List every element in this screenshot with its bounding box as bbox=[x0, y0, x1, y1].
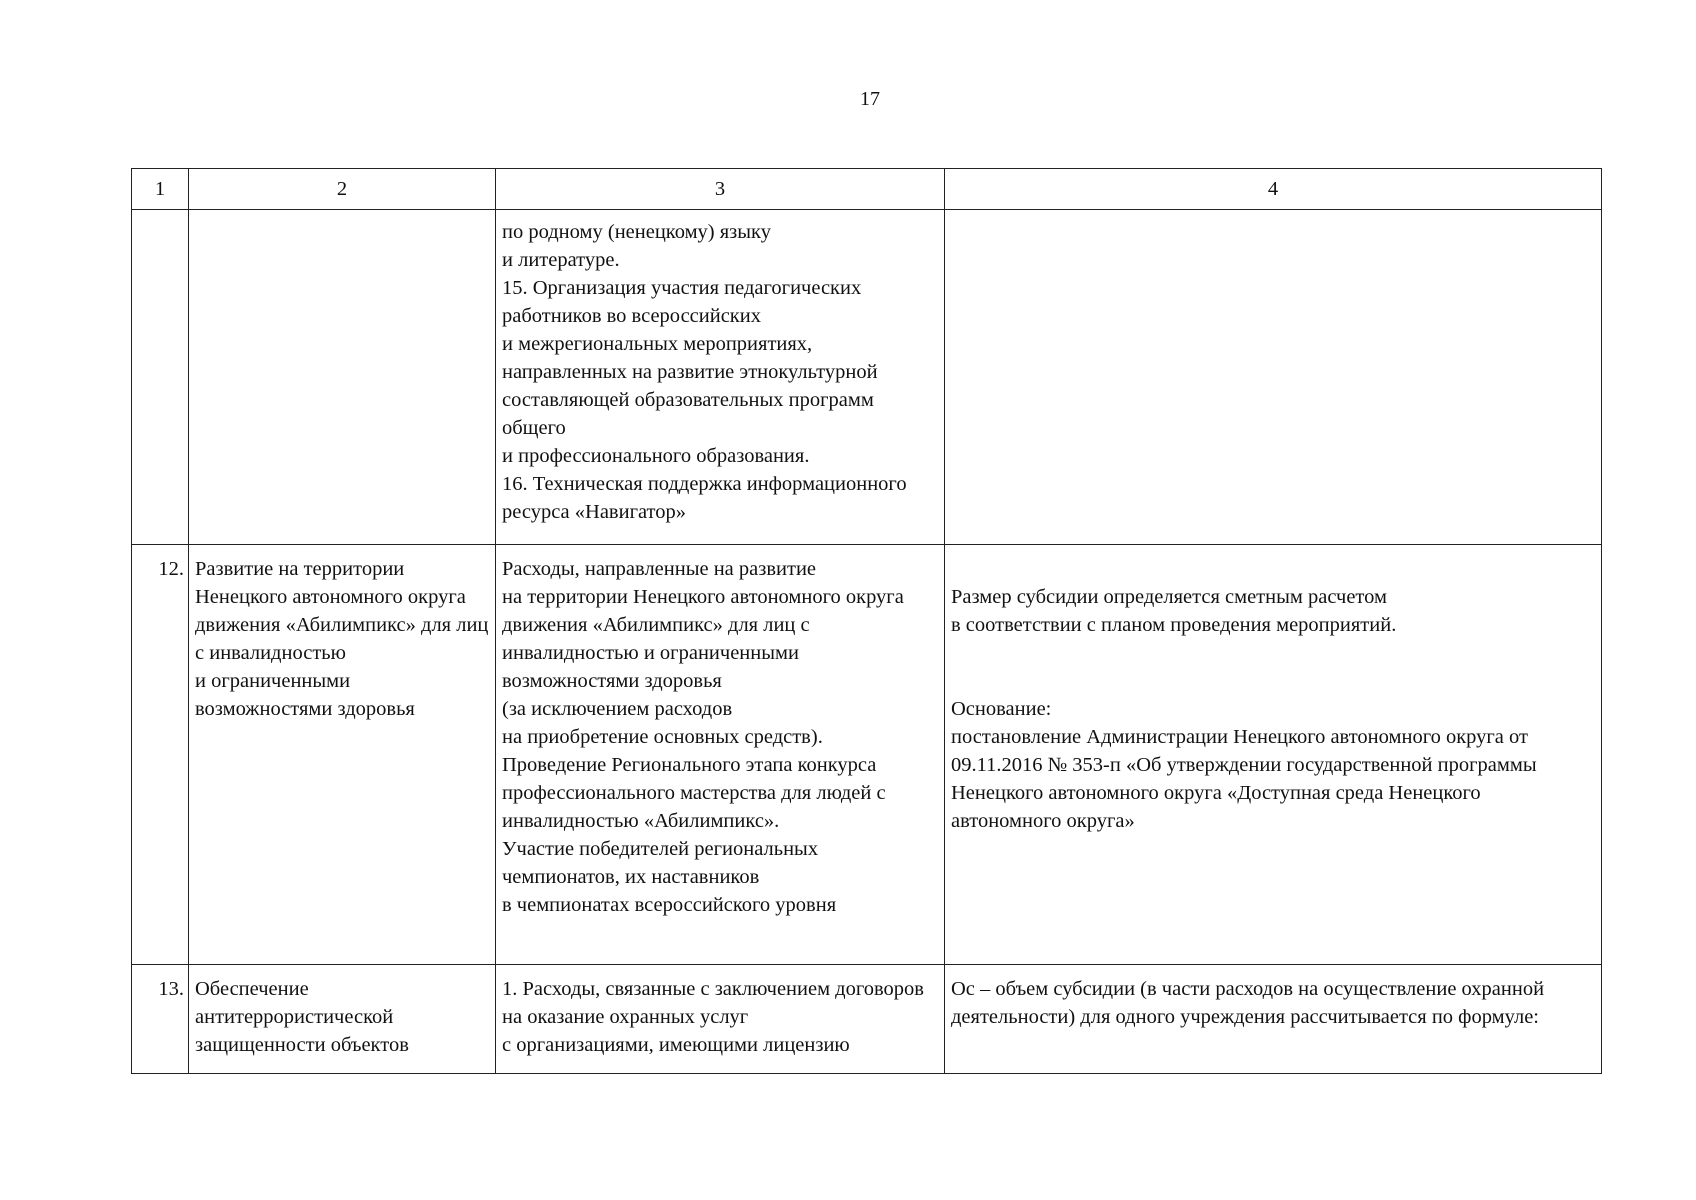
calculation-basis: Основание: постановление Администрации Ненецкого автономного округа от 09.11.2016 № 353-п «Об утверждении государственной программы Ненецкого автономного округа «Доступная среда Ненецкого автономного округа» bbox=[951, 698, 1537, 832]
row-number: 13. bbox=[132, 965, 189, 1074]
row-calculation: Ос – объем субсидии (в части расходов на осуществление охранной деятельности) для одного учреждения рассчитывается по формуле: bbox=[945, 965, 1602, 1074]
table-row-continued bbox=[132, 210, 1602, 545]
column-header-4: 4 bbox=[945, 169, 1602, 210]
row-expenses: Расходы, направленные на развитие на территории Ненецкого автономного округа движения «Абилимпикс» для лиц с инвалидностью и ограниченными возможностями здоровья (за исключением расходов на приобретение основных средств). Проведение Регионального этапа конкурса профессионального мастерства для людей с инвалидностью «Абилимпикс». Участие победителей региональных чемпионатов, их наставников в чемпионатах всероссийского уровня bbox=[496, 545, 945, 965]
row-expenses: 1. Расходы, связанные с заключением договоров на оказание охранных услуг с организациями, имеющими лицензию bbox=[496, 965, 945, 1074]
row-name: Развитие на территории Ненецкого автономного округа движения «Абилимпикс» для лиц с инвалидностью и ограниченными возможностями здоровья bbox=[189, 545, 496, 965]
table-header-row bbox=[132, 169, 1602, 210]
row-number: 12. bbox=[132, 545, 189, 965]
row-number bbox=[132, 210, 189, 545]
page-number: 17 bbox=[860, 88, 880, 110]
row-name: Обеспечение антитеррористической защищенности объектов bbox=[189, 965, 496, 1074]
row-expenses: по родному (ненецкому) языку и литературе. 15. Организация участия педагогических работников во всероссийских и межрегиональных мероприятиях, направленных на развитие этнокультурной составляющей образовательных программ общего и профессионального образования. 16. Техническая поддержка информационного ресурса «Навигатор» bbox=[496, 210, 945, 545]
row-calculation bbox=[945, 545, 1602, 965]
column-header-2: 2 bbox=[189, 169, 496, 210]
paragraph-gap bbox=[951, 639, 1595, 667]
subsidy-table bbox=[131, 168, 1602, 1074]
calculation-method: Размер субсидии определяется сметным расчетом в соответствии с планом проведения мероприятий. bbox=[951, 586, 1397, 636]
column-header-3: 3 bbox=[496, 169, 945, 210]
row-calculation bbox=[945, 210, 1602, 545]
table-row-13 bbox=[132, 965, 1602, 1074]
row-name bbox=[189, 210, 496, 545]
column-header-1: 1 bbox=[132, 169, 189, 210]
table-row-12 bbox=[132, 545, 1602, 965]
